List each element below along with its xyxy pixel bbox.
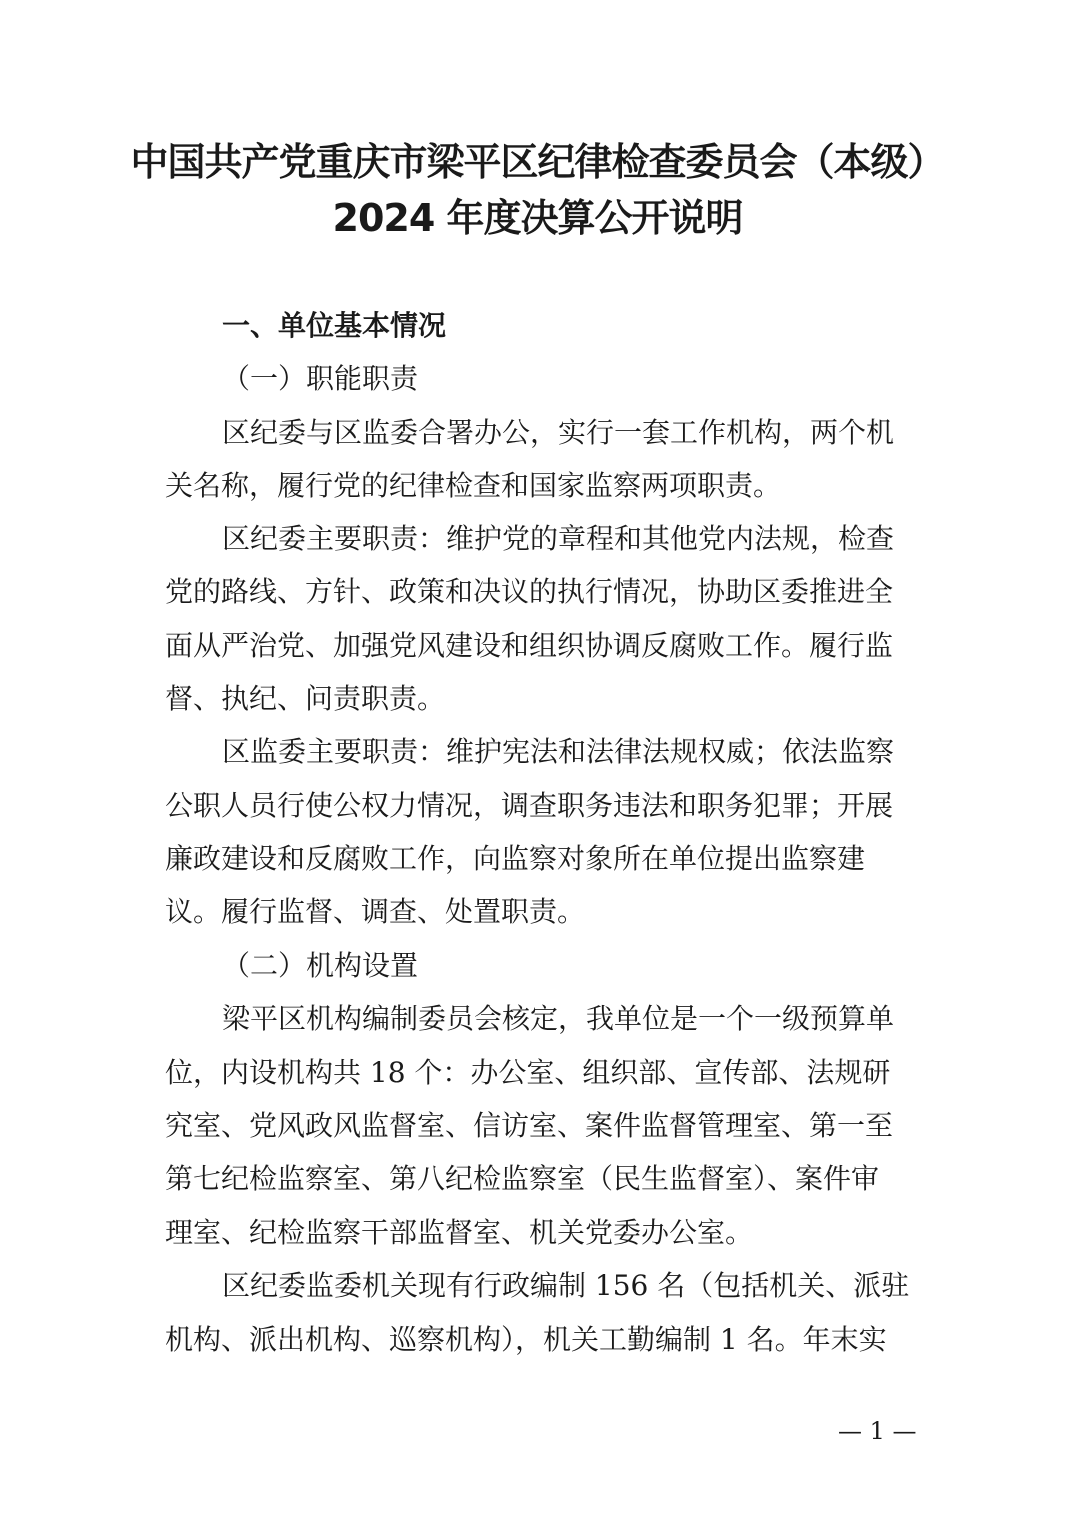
paragraph-line: 理室、纪检监察干部监督室、机关党委办公室。 [165, 1216, 754, 1249]
paragraph-line: 公职人员行使公权力情况，调查职务违法和职务犯罪；开展 [165, 789, 894, 822]
paragraph-line: 梁平区机构编制委员会核定，我单位是一个一级预算单 [222, 1002, 895, 1035]
paragraph-line: 机构、派出机构、巡察机构），机关工勤编制 1 名。年末实 [165, 1323, 887, 1356]
paragraph-line: 区监委主要职责：维护宪法和法律法规权威；依法监察 [222, 735, 895, 768]
paragraph-line: 区纪委监委机关现有行政编制 156 名（包括机关、派驻 [222, 1269, 910, 1302]
paragraph-line: 议。履行监督、调查、处置职责。 [165, 895, 586, 928]
document-title-line-1: 中国共产党重庆市梁平区纪律检查委员会（本级） [130, 140, 945, 184]
paragraph-line: 第七纪检监察室、第八纪检监察室（民生监督室）、案件审 [165, 1162, 880, 1195]
paragraph-line: 党的路线、方针、政策和决议的执行情况，协助区委推进全 [165, 575, 894, 608]
paragraph-line: 面从严治党、加强党风建设和组织协调反腐败工作。履行监 [165, 629, 894, 662]
document-title-line-2: 2024 年度决算公开说明 [332, 196, 743, 240]
paragraph-line: 廉政建设和反腐败工作，向监察对象所在单位提出监察建 [165, 842, 866, 875]
paragraph-line: 区纪委主要职责：维护党的章程和其他党内法规，检查 [222, 522, 895, 555]
subheading-functions: （一）职能职责 [222, 362, 419, 395]
paragraph-line: 区纪委与区监委合署办公，实行一套工作机构，两个机 [222, 416, 895, 449]
page-number: — 1 — [838, 1417, 917, 1445]
subheading-organization: （二）机构设置 [222, 949, 419, 982]
paragraph-line: 关名称，履行党的纪律检查和国家监察两项职责。 [165, 469, 782, 502]
paragraph-line: 督、执纪、问责职责。 [165, 682, 446, 715]
section-heading-basic-info: 一、单位基本情况 [222, 309, 447, 342]
paragraph-line: 位，内设机构共 18 个：办公室、组织部、宣传部、法规研 [165, 1056, 891, 1089]
paragraph-line: 究室、党风政风监督室、信访室、案件监督管理室、第一至 [165, 1109, 894, 1142]
